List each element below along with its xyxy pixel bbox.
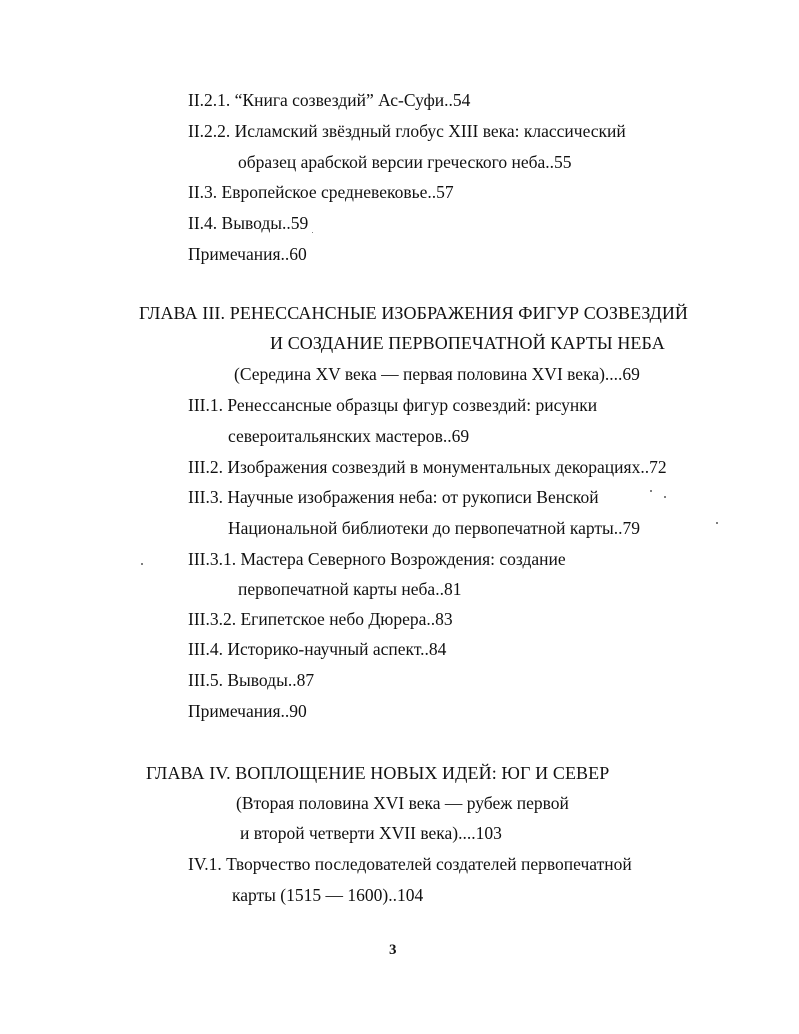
chapter-subtitle: (Середина XV века — первая половина XVI века)....69 — [234, 364, 640, 384]
toc-entry: III.3.1. Мастера Северного Возрождения: создание — [188, 549, 566, 569]
scan-speck — [716, 522, 718, 524]
toc-entry: III.3.2. Египетское небо Дюрера..83 — [188, 609, 453, 629]
toc-entry: III.4. Историко-научный аспект..84 — [188, 639, 447, 659]
toc-entry: II.4. Выводы..59 — [188, 213, 309, 233]
toc-entry: Национальной библиотеки до первопечатной карты..79 — [228, 518, 641, 538]
scan-speck — [664, 496, 666, 498]
chapter-heading: ГЛАВА III. РЕНЕССАНСНЫЕ ИЗОБРАЖЕНИЯ ФИГУР СОЗВЕЗДИЙ — [139, 303, 689, 323]
toc-entry: III.5. Выводы..87 — [188, 670, 315, 690]
chapter-subtitle: (Вторая половина XVI века — рубеж первой — [236, 793, 569, 813]
page-number: 3 — [389, 942, 397, 958]
toc-entry: первопечатной карты неба..81 — [238, 579, 462, 599]
toc-entry: II.2.1. “Книга созвездий” Ас-Суфи..54 — [188, 90, 471, 110]
toc-entry: Примечания..60 — [188, 244, 307, 264]
scan-speck — [650, 490, 652, 492]
toc-entry: образец арабской версии греческого неба..55 — [238, 152, 572, 172]
toc-entry: североитальянских мастеров..69 — [228, 426, 470, 446]
chapter-heading: И СОЗДАНИЕ ПЕРВОПЕЧАТНОЙ КАРТЫ НЕБА — [270, 333, 665, 353]
scan-speck — [141, 563, 143, 565]
toc-entry: карты (1515 — 1600)..104 — [232, 885, 424, 905]
toc-entry: II.2.2. Исламский звёздный глобус XIII века: классический — [188, 121, 626, 141]
scan-speck — [312, 232, 313, 233]
toc-entry: IV.1. Творчество последователей создателей первопечатной — [188, 854, 632, 874]
chapter-subtitle: и второй четверти XVII века)....103 — [240, 823, 502, 843]
toc-entry: III.2. Изображения созвездий в монументальных декорациях..72 — [188, 457, 667, 477]
toc-entry: Примечания..90 — [188, 701, 307, 721]
toc-entry: III.3. Научные изображения неба: от рукописи Венской — [188, 487, 599, 507]
chapter-heading: ГЛАВА IV. ВОПЛОЩЕНИЕ НОВЫХ ИДЕЙ: ЮГ И СЕВЕР — [146, 763, 610, 783]
toc-entry: II.3. Европейское средневековье..57 — [188, 182, 454, 202]
toc-entry: III.1. Ренессансные образцы фигур созвездий: рисунки — [188, 395, 598, 415]
